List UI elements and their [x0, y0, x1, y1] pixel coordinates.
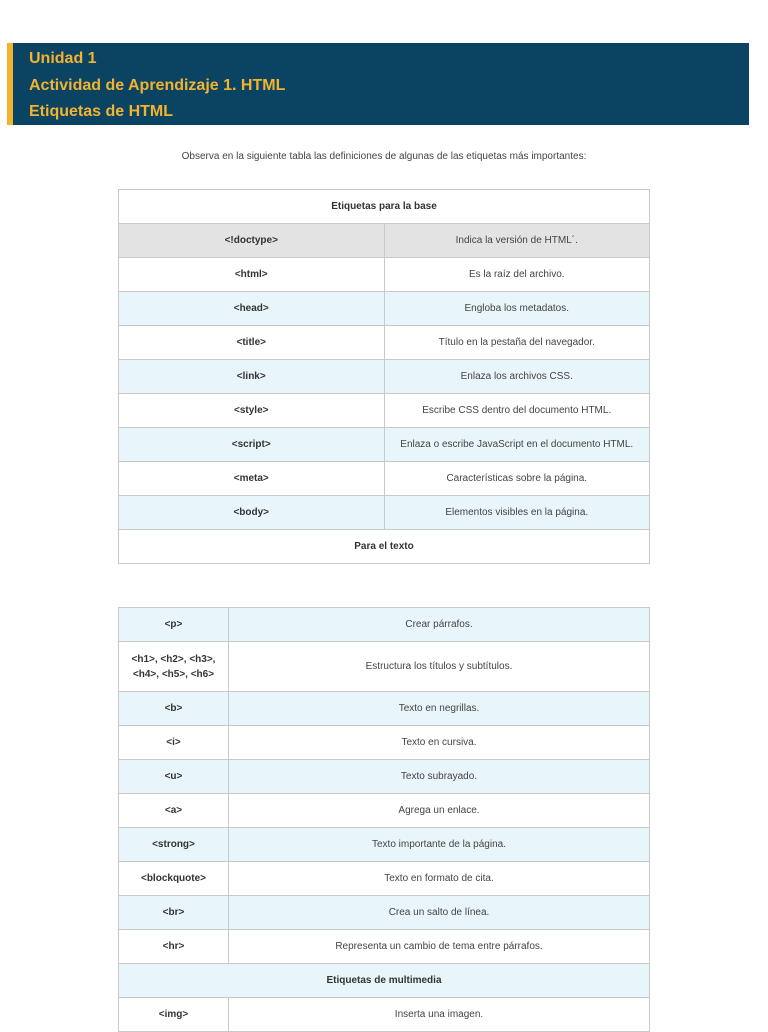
- tag-cell: <h1>, <h2>, <h3>, <h4>, <h5>, <h6>: [119, 642, 229, 692]
- description-cell: Es la raíz del archivo.: [384, 258, 650, 292]
- section-heading: Etiquetas de multimedia: [119, 964, 650, 998]
- description-cell: Agrega un enlace.: [229, 794, 650, 828]
- tag-cell: <head>: [119, 292, 385, 326]
- tag-cell: <!doctype>: [119, 224, 385, 258]
- description-cell: Texto importante de la página.: [229, 828, 650, 862]
- table-row: [119, 428, 650, 462]
- description-cell: Indica la versión de HTML´.: [384, 224, 650, 258]
- tag-cell: <i>: [119, 726, 229, 760]
- tag-cell: <p>: [119, 608, 229, 642]
- table-row: [119, 224, 650, 258]
- description-cell: Enlaza o escribe JavaScript en el documento HTML.: [384, 428, 650, 462]
- unit-title: Unidad 1: [29, 50, 97, 67]
- description-cell: Escribe CSS dentro del documento HTML.: [384, 394, 650, 428]
- table-row: [119, 394, 650, 428]
- tag-cell: <hr>: [119, 930, 229, 964]
- table-row: [119, 896, 650, 930]
- table-row: [119, 794, 650, 828]
- tag-cell: <html>: [119, 258, 385, 292]
- table-row: [119, 930, 650, 964]
- description-cell: Inserta una imagen.: [229, 998, 650, 1032]
- tag-cell: <blockquote>: [119, 862, 229, 896]
- description-cell: Engloba los metadatos.: [384, 292, 650, 326]
- description-cell: Características sobre la página.: [384, 462, 650, 496]
- description-cell: Título en la pestaña del navegador.: [384, 326, 650, 360]
- tag-cell: <meta>: [119, 462, 385, 496]
- table-row: [119, 326, 650, 360]
- tag-cell: <title>: [119, 326, 385, 360]
- description-cell: Texto subrayado.: [229, 760, 650, 794]
- tag-cell: <link>: [119, 360, 385, 394]
- tag-cell: <u>: [119, 760, 229, 794]
- table-row: [119, 360, 650, 394]
- tag-cell: <a>: [119, 794, 229, 828]
- description-cell: Elementos visibles en la página.: [384, 496, 650, 530]
- description-cell: Texto en cursiva.: [229, 726, 650, 760]
- description-cell: Crear párrafos.: [229, 608, 650, 642]
- table-row: [119, 462, 650, 496]
- table-row: [119, 998, 650, 1032]
- table-row: [119, 726, 650, 760]
- table-row: [119, 496, 650, 530]
- activity-title: Actividad de Aprendizaje 1. HTML: [29, 76, 286, 94]
- tag-cell: <style>: [119, 394, 385, 428]
- table-row: [119, 760, 650, 794]
- table-row: [119, 862, 650, 896]
- tag-cell: <script>: [119, 428, 385, 462]
- tag-cell: <b>: [119, 692, 229, 726]
- table-row: [119, 258, 650, 292]
- description-cell: Crea un salto de línea.: [229, 896, 650, 930]
- tag-cell: <body>: [119, 496, 385, 530]
- tag-cell: <strong>: [119, 828, 229, 862]
- table-row: [119, 828, 650, 862]
- header-banner: [7, 43, 749, 125]
- base-tags-table: [118, 189, 650, 564]
- description-cell: Enlaza los archivos CSS.: [384, 360, 650, 394]
- description-cell: Representa un cambio de tema entre párrafos.: [229, 930, 650, 964]
- table-row: [119, 642, 650, 692]
- section-heading: Para el texto: [119, 530, 650, 564]
- table-row: [119, 292, 650, 326]
- description-cell: Texto en formato de cita.: [229, 862, 650, 896]
- tag-cell: <br>: [119, 896, 229, 930]
- description-cell: Estructura los títulos y subtítulos.: [229, 642, 650, 692]
- topic-title: Etiquetas de HTML: [29, 103, 174, 120]
- tag-cell: <img>: [119, 998, 229, 1032]
- table-row: [119, 692, 650, 726]
- table-title: Etiquetas para la base: [119, 190, 650, 224]
- text-tags-table: [118, 607, 650, 1032]
- intro-text: Observa en la siguiente tabla las definiciones de algunas de las etiquetas más importantes:: [181, 151, 587, 162]
- description-cell: Texto en negrillas.: [229, 692, 650, 726]
- table-row: [119, 608, 650, 642]
